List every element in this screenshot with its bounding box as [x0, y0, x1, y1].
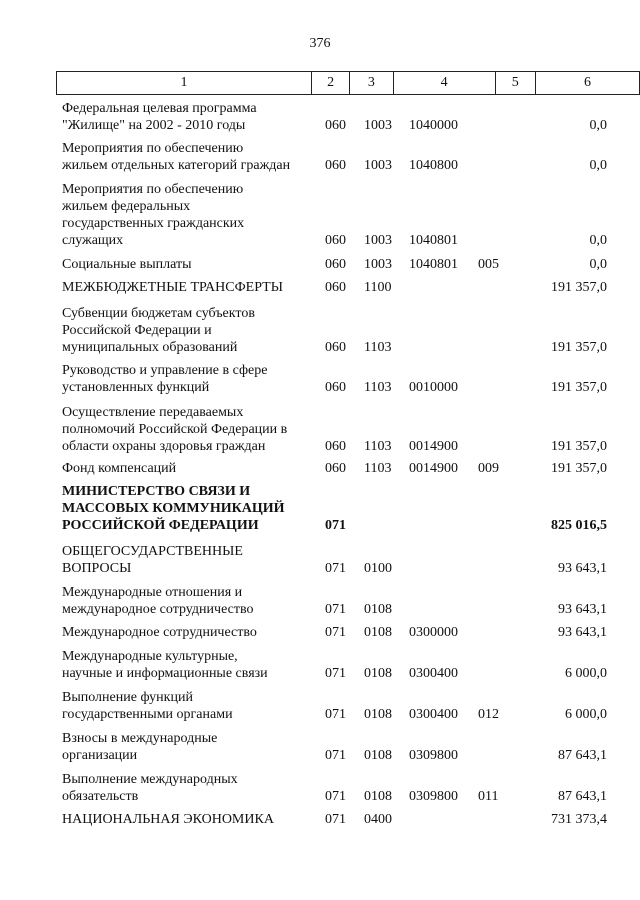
- column-header-3: 3: [350, 72, 393, 95]
- row-name: Международные культурные, научные и информационные связи: [62, 649, 268, 681]
- row-col4: 0300400: [409, 666, 458, 681]
- row-col2: 071: [325, 602, 346, 617]
- row-col2: 060: [325, 461, 346, 476]
- row-col2: 060: [325, 118, 346, 133]
- row-name: МЕЖБЮДЖЕТНЫЕ ТРАНСФЕРТЫ: [62, 280, 283, 295]
- row-col3: 0100: [364, 561, 392, 576]
- row-name: Социальные выплаты: [62, 257, 192, 272]
- page-number: 376: [309, 36, 331, 51]
- row-col4: 0010000: [409, 380, 458, 395]
- row-name: Фонд компенсаций: [62, 461, 177, 476]
- row-col3: 1003: [364, 233, 392, 248]
- row-col6: 93 643,1: [558, 561, 607, 576]
- row-col6: 0,0: [589, 257, 607, 272]
- row-name: Мероприятия по обеспечению жильем федеральных государственных гражданских служащих: [62, 182, 245, 248]
- row-col6: 191 357,0: [551, 380, 607, 395]
- row-name: НАЦИОНАЛЬНАЯ ЭКОНОМИКА: [62, 812, 274, 827]
- column-header-row: [56, 71, 640, 95]
- row-col6: 191 357,0: [551, 439, 607, 454]
- row-col4: 0014900: [409, 439, 458, 454]
- row-col3: 1100: [364, 280, 392, 295]
- row-col4: 0014900: [409, 461, 458, 476]
- row-col3: 0108: [364, 625, 392, 640]
- row-name: Выполнение международных обязательств: [62, 772, 238, 804]
- row-col4: 0300400: [409, 707, 458, 722]
- row-col4: 1040000: [409, 118, 458, 133]
- row-col4: 1040801: [409, 233, 458, 248]
- row-col2: 060: [325, 340, 346, 355]
- row-col2: 060: [325, 233, 346, 248]
- row-col6: 93 643,1: [558, 602, 607, 617]
- row-col2: 060: [325, 439, 346, 454]
- row-col4: 1040801: [409, 257, 458, 272]
- row-col4: 0309800: [409, 748, 458, 763]
- row-col2: 060: [325, 380, 346, 395]
- row-col6: 87 643,1: [558, 748, 607, 763]
- row-col3: 1003: [364, 257, 392, 272]
- row-col6: 191 357,0: [551, 461, 607, 476]
- row-col6: 0,0: [589, 118, 607, 133]
- row-name: Международное сотрудничество: [62, 625, 257, 640]
- row-col2: 060: [325, 280, 346, 295]
- row-name: Руководство и управление в сфере установленных функций: [62, 363, 268, 395]
- column-header-5: 5: [495, 72, 535, 95]
- row-col5: 012: [478, 707, 499, 722]
- row-col5: 011: [478, 789, 499, 804]
- row-name: Выполнение функций государственными органами: [62, 690, 233, 722]
- row-col3: 1103: [364, 340, 392, 355]
- row-col6: 825 016,5: [551, 518, 607, 533]
- row-col6: 191 357,0: [551, 280, 607, 295]
- row-col2: 071: [325, 625, 346, 640]
- row-col4: 0309800: [409, 789, 458, 804]
- row-col2: 071: [325, 561, 346, 576]
- row-col3: 0108: [364, 666, 392, 681]
- row-col2: 071: [325, 789, 346, 804]
- row-col2: 071: [325, 812, 346, 827]
- row-name: Мероприятия по обеспечению жильем отдельных категорий граждан: [62, 141, 291, 173]
- row-col3: 0400: [364, 812, 392, 827]
- row-col3: 1103: [364, 461, 392, 476]
- row-col2: 060: [325, 158, 346, 173]
- row-col3: 1103: [364, 439, 392, 454]
- column-header-1: 1: [57, 72, 312, 95]
- row-name: Федеральная целевая программа "Жилище" на 2002 - 2010 годы: [62, 101, 257, 133]
- row-name: ОБЩЕГОСУДАРСТВЕННЫЕ ВОПРОСЫ: [62, 544, 243, 576]
- row-col2: 071: [325, 707, 346, 722]
- row-name: Международные отношения и международное сотрудничество: [62, 585, 254, 617]
- row-col3: 0108: [364, 748, 392, 763]
- row-col6: 87 643,1: [558, 789, 607, 804]
- row-col3: 1103: [364, 380, 392, 395]
- row-col2: 060: [325, 257, 346, 272]
- row-name: Взносы в международные организации: [62, 731, 218, 763]
- row-col6: 0,0: [589, 158, 607, 173]
- row-col6: 6 000,0: [565, 666, 607, 681]
- row-col6: 93 643,1: [558, 625, 607, 640]
- row-name: МИНИСТЕРСТВО СВЯЗИ И МАССОВЫХ КОММУНИКАЦИЙ РОССИЙСКОЙ ФЕДЕРАЦИИ: [62, 484, 285, 533]
- row-col3: 0108: [364, 602, 392, 617]
- row-col3: 1003: [364, 158, 392, 173]
- row-col5: 005: [478, 257, 499, 272]
- row-col5: 009: [478, 461, 499, 476]
- row-col6: 731 373,4: [551, 812, 607, 827]
- row-col3: 0108: [364, 707, 392, 722]
- row-col4: 1040800: [409, 158, 458, 173]
- row-name: Субвенции бюджетам субъектов Российской Федерации и муниципальных образований: [62, 306, 255, 355]
- row-col3: 0108: [364, 789, 392, 804]
- column-header-2: 2: [311, 72, 349, 95]
- row-col4: 0300000: [409, 625, 458, 640]
- row-col2: 071: [325, 666, 346, 681]
- row-col2: 071: [325, 518, 346, 533]
- row-col3: 1003: [364, 118, 392, 133]
- column-header-6: 6: [535, 72, 639, 95]
- row-col2: 071: [325, 748, 346, 763]
- row-col6: 0,0: [589, 233, 607, 248]
- row-col6: 191 357,0: [551, 340, 607, 355]
- row-name: Осуществление передаваемых полномочий Российской Федерации в области охраны здоровья граждан: [62, 405, 288, 454]
- column-header-4: 4: [393, 72, 495, 95]
- row-col6: 6 000,0: [565, 707, 607, 722]
